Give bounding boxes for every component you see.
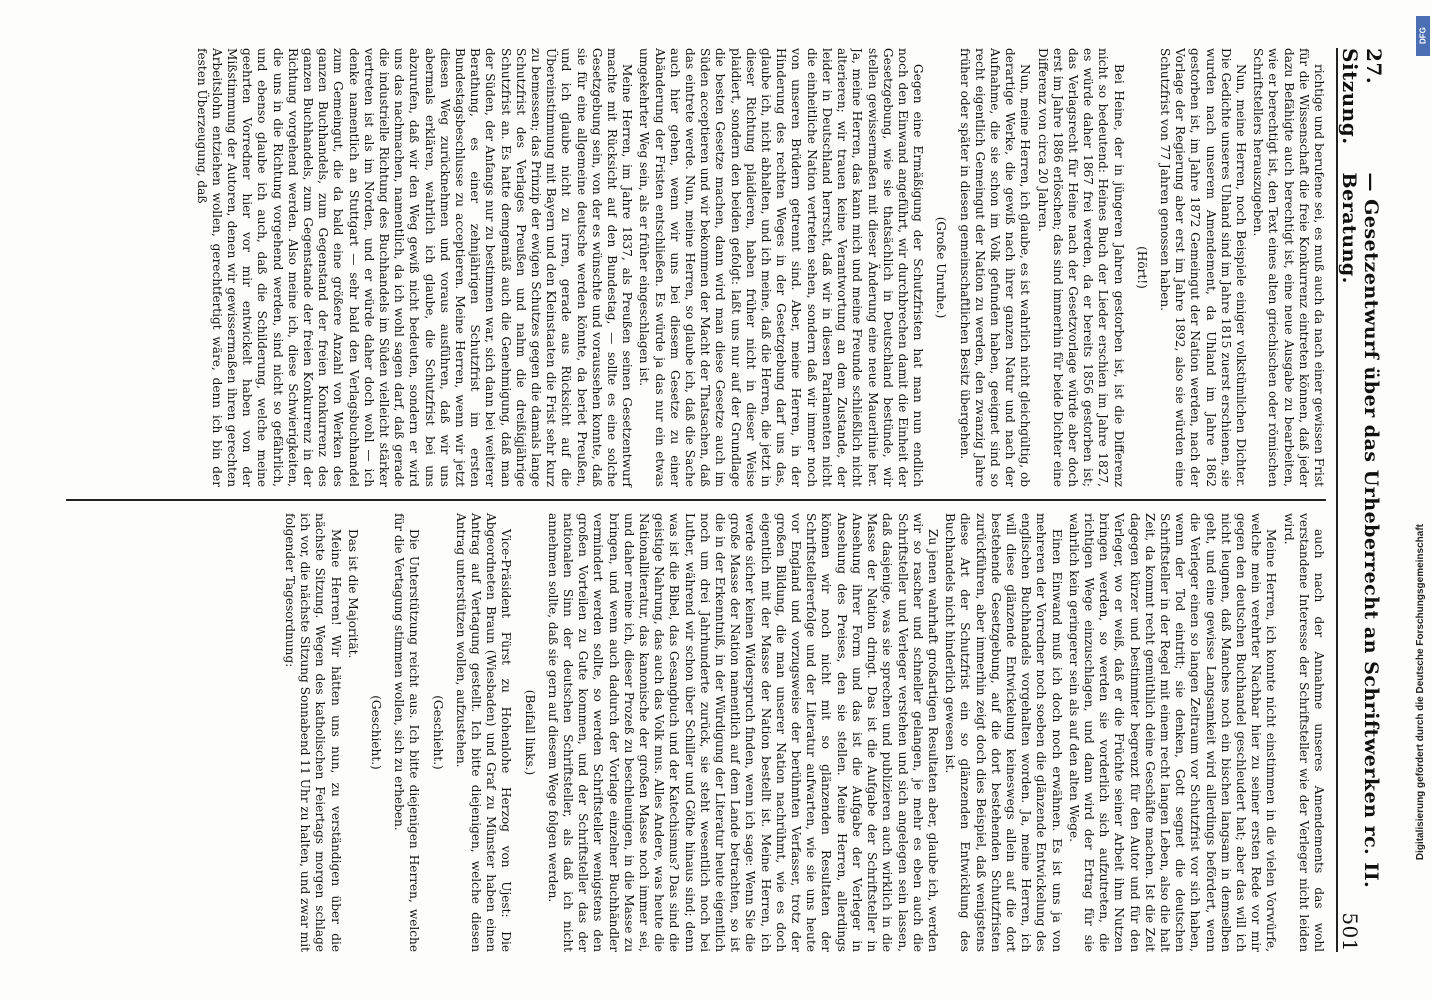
page-number: 501: [1338, 912, 1362, 952]
paragraph: Das ist die Majorität.: [345, 529, 360, 659]
digitization-credit: Digitalisierung gefördert durch die Deutsche Forschungsgemeinschaft: [1415, 523, 1426, 860]
paragraph: Meine Herren, im Jahre 1837, als Preußen seinen Gesetzentwurf machte mit Rücksicht auf den Bundestag, — sollte es eine solche Gesetzgebung sein, von der es wünschte und voraussehen konnte, daß sie für eine allgemeine deutsche werden könnte, da beriet Preußen, und ich glaube nicht zu irren, gerade aus Rücksicht auf die Übereinstimmung mit Bayern und den Kleinstaaten die Frist sehr kurz zu bemessen; das Prinzip der ewigen Schutzes gegen die damals lange Schutzfrist des Verlages Preußen und nahm die dreißigjährige Schutzfrist an. Es hatte demgemäß auch die Genehmigung, daß man der Süden, der Anfangs nur zu bestimmen war, sich dann bei weiterer Berathung, es einer zehnjährigen Schutzfrist im ersten Bundestagsbeschlusse zu acceptieren. Meine Herren, wenn wir jetzt diesen Weg zurücknehmen und voraus ausführen, daß wir uns abermals erklären, wahrlich ich glaube, die Schutzfrist bei uns abzurufen, daß wir den Weg gewiß nicht bedeuten, sondern er wird uns das nachmachen, namentlich, da ich wohl sagen darf, daß gerade die industrielle Richtung des Buchhandels im Süden vielleicht stärker vertreten ist als im Norden, und er würde daher doch wohl — ich denke namentlich an Stuttgart — sehr bald den Verlagsbuchhandel zum Gemeingut, die da bald eine größere Anzahl von Werken des ganzen Buchhandels, zum Gegenstand der freien Konkurrenz des ganzen Buchhandels, zum Gegenstande der freien Konkurrenz in der Richtung vorgehend werden. Also meine ich, diese Schwierigkeiten, die uns in die Richtung vorgehend werden, sind nicht so gefährlich, und ebenso glaube ich auch, daß die Schilderung, welche meine geehrten Vorredner hier vor mir entwickelt haben von der Mißstimmung der Autoren, denen wir gewissermaßen ihren gerechten Arbeitslohn entziehen wollen, gerechtfertigt wäre, denn ich bin der festen Überzeugung, daß: [194, 48, 635, 487]
paragraph: Nun, meine Herren, noch Beispiele einiger volkstümlichen Dichter. Die Gedichte unseres Uhland sind im Jahre 1815 zuerst erschienen, sie wurden nach unserem Amendement, da Uhland im Jahre 1862 gestorben ist, im Jahre 1872 Gemeingut der Nation werden, nach der Vorlage der Regierung aber erst im Jahre 1892, also sie würden eine Schutzfrist von 77 Jahren genossen haben.: [1157, 48, 1248, 487]
page-header: [1336, 48, 1386, 952]
paragraph: Nun, meine Herren, ich glaube, es ist wahrlich nicht gleichgültig, ob derartige Werke, die gewiß nach ihrer ganzen Natur und nach der Aufnahme, die sie schon im Volk gefunden haben, geeignet sind so recht eigentlich Gemeingut der Nation zu werden, den zwanzig Jahre früher oder später in diesen gemeinschaftlichen Besitz übergehen.: [957, 48, 1033, 487]
stage-direction: (Geschieht.): [430, 695, 445, 770]
dfg-logo: DFG: [1416, 16, 1430, 56]
paragraph: Einen Einwand muß ich doch noch erwähnen. Es ist uns ja von mehreren der Vorredner noch soeben die glänzende Entwickelung des englischen Buchhandels vorgehalten worden. Ja, meine Herren, ich will diese glänzende Entwickelung keineswegs allein auf die dort bestehende Gesetzgebung, auf die dort bestehenden Schutzfristen zurückführen, aber immerhin zeigt doch dies Beispiel, daß wenigstens diese Art der Schutzfrist ein so glänzenden Entwicklung des Buchhandels nicht hinderlich gewesen ist.: [943, 513, 1064, 952]
paragraph: Die Unterstützung reicht aus. Ich bitte diejenigen Herren, welche für die Vertagung stimmen wollen, sich zu erheben.: [392, 513, 422, 952]
page-title: — Gesetzentwurf über das Urheberrecht an Schriftwerken rc. II. Beratung.: [1338, 172, 1382, 889]
session-label: 27. Sitzung.: [1338, 48, 1386, 145]
paragraph: Gegen eine Ermäßigung der Schutzfristen hat man nun endlich noch den Einwand angeführt, wir durchbrechen damit die Einheit der Gesetzgebung, wie sie thatsächlich in Deutschland bestünde, wir stellen gewissermaßen mit dieser Änderung eine neue Mauerlinie her. Ja, meine Herren, das kann mich und meine Freunde schließlich nicht alterieren; wir trauen keine Verantwortung an dem Zustande, der leider in Deutschland herrscht, daß wir in diesen Parlamenten nicht die einheitliche Nation vertreten sehen, sondern daß wir immer noch von unseren Brüdern getrennt sind. Aber, meine Herren, in der Hinderung des rechten Weges in der Gesetzgebung darf uns das, glaube ich, nicht abhalten, und ich meine, daß die Herren, die jetzt in dieser Richtung plaidieren, haben früher nicht in dieser Weise plaidiert, sondern den beiden gefolgt: laßt uns nur auf der Grundlage die besten Gesetze machen, dann wird man diese Gesetze auch im Süden acceptieren und wir bekommen der Macht der Thatsachen, daß das eintrete werde. Nun, meine Herren, so glaube ich, daß die Sache auch hier gehen, wenn wir uns bei diesem Gesetze zu einer Abänderung der Fristen entschließen. Es würde ja das nur ein etwas umgekehrter Weg sein, als er früher eingeschlagen ist.: [637, 48, 926, 487]
stage-direction: (Geschieht.): [369, 695, 384, 770]
stage-direction: (Beifall links.): [522, 689, 537, 776]
left-column: [66, 48, 1326, 499]
paragraph: richtige und berufene sei, es muß auch da nach einer gewissen Frist für die Wissenschaft die freie Konkurrenz eintreten können, daß jeder dazu Befähigte auch berechtigt ist, eine neue Ausgabe zu bearbeiten, wie er berechtigt ist, den Text eines alten griechischen oder römischen Schriftstellers herauszugeben.: [1251, 48, 1326, 487]
paragraph: Meine Herren, ich konnte nicht einstimmen in die vielen Vorwürfe, welche mein verehrter Nachbar hier zu seiner ersten Rede vor mir gegen den deutschen Buchhandel geschleudert hat; aber das will ich nicht leugnen, daß Manches noch ein bischen langsam in demselben geht, und eine gewisse Langsamkeit wird allerdings befördert, wenn die Verleger einen so langen Zeitraum vor Schutzfrist vor sich haben, wenn der Tod eintritt; sie denken, Gott segnet die deutschen Schriftsteller in der Regel mit einem recht langen Leben, also die halt Zeit, da kommt recht gemüthlich deine Geschäfte machen. Ist die Zeit dagegen kürzer und bestimmter begrenzt für den Autor und für den Verleger, wo er weiß, daß er die Früchte seiner Arbeit ihm Nutzen bringen werden, so werden sie vorderlich sich aufzutreten, die richtigen Wege einzuschlagen, und dann wird der Ertrag für sie wahrlich kein geringerer sein als auf den alten Wege.: [1066, 513, 1279, 952]
paragraph: Vice-Präsident Fürst zu Hohenlohe Herzog von Ujest: Die Abgeordneten Braun (Wiesbaden) und Graf zu Münster haben einen Antrag auf Vertagung gestellt. Ich bitte diejenigen, welche diesen Antrag unterstützen wollen, aufzustehen.: [453, 513, 514, 952]
text-columns: [66, 48, 1326, 952]
stage-direction: (Hört!): [1134, 246, 1149, 289]
paragraph: Meine Herren! Wir hätten uns nun, zu verständigen über die nächste Sitzung. Wegen des katholischen Feiertags morgen schlage ich vor, die nächste Sitzung Sonnabend 11 Uhr zu halten, und zwar mit folgender Tagesordnung:: [283, 513, 343, 952]
paragraph: Zu jenen wahrhaft großartigen Resultaten aber, glaube ich, werden wir so rascher und schneller gelangen, je mehr es eben auch die Schriftsteller und Verleger verstehen und sich angelegen sein lassen, daß dasjenige, was sie sprechen und publizieren auch wirklich in die Masse der Nation dringt. Das ist die Aufgabe der Schriftsteller in Ansehung ihrer Form und das ist die Aufgabe der Verleger in Ansehung des Preises, den sie stellen. Meine Herren, allerdings können wir noch nicht mit so glänzenden Resultaten der Schriftstellererfolge und der Literatur aufwarten, wie sie uns heute vor England und vorzugsweise der berühmten Verfasser, trotz der großen Bildung, die man unserer Nation nachrühmt, wie es doch eigentlich mit der Masse der Nation bestellt ist. Meine Herren, ich werde sicher keinen Widerspruch finden, wenn ich sage: Wenn Sie die große Masse der Nation namentlich auf dem Lande betrachten, so ist die in der Erkenntniß, in der Würdigung der Literatur heute eigentlich noch um drei Jahrhunderte zurück, sie steht wesentlich noch bei Luther, während wir schon über Schiller und Göthe hinaus sind; denn was ist die Bibel, das Gesangbuch und der Katechismus? Das sind die geistige Nahrung, das auch das Volk mus. Alles Andere, was heute die Nationalliteratur, das kanonische der großen Masse noch immer sei, und daher meine ich, dieser Prozeß zu beschleunigen, in die Masse zu bringen, und wenn auch dadurch der Vorlage einzelner Buchhändler vermindert werden sollte, so werden Schriftsteller wenigstens den großen Vorteilen zu Gute kommen, und der Schriftsteller das der nationalen Sinn der deutschen Schriftsteller, als daß ich nicht annehmen sollte, daß sie gern auf diesem Wege folgen werden.: [545, 513, 940, 952]
paragraph: Bei Heine, der in jüngeren Jahren gestorben ist, ist die Differenz nicht so bedeutend: Heines Buch der Lieder erschien im Jahre 1827, es würde daher 1867 frei werden, da er bereits 1856 gestorben ist; das Verlagsrecht für Heine nach der Gesetzvorlage würde aber doch erst im Jahre 1886 erlöschen; das sind immerhin für beide Dichter eine Differenz von circa 20 Jahren.: [1035, 48, 1126, 487]
paragraph: auch nach der Annahme unseres Amendements das wohl verstandene Interesse der Schriftsteller wie der Verleger nicht leiden wird.: [1281, 513, 1326, 952]
stage-direction: (Große Unruhe.): [934, 216, 949, 319]
right-column: [66, 501, 1326, 952]
